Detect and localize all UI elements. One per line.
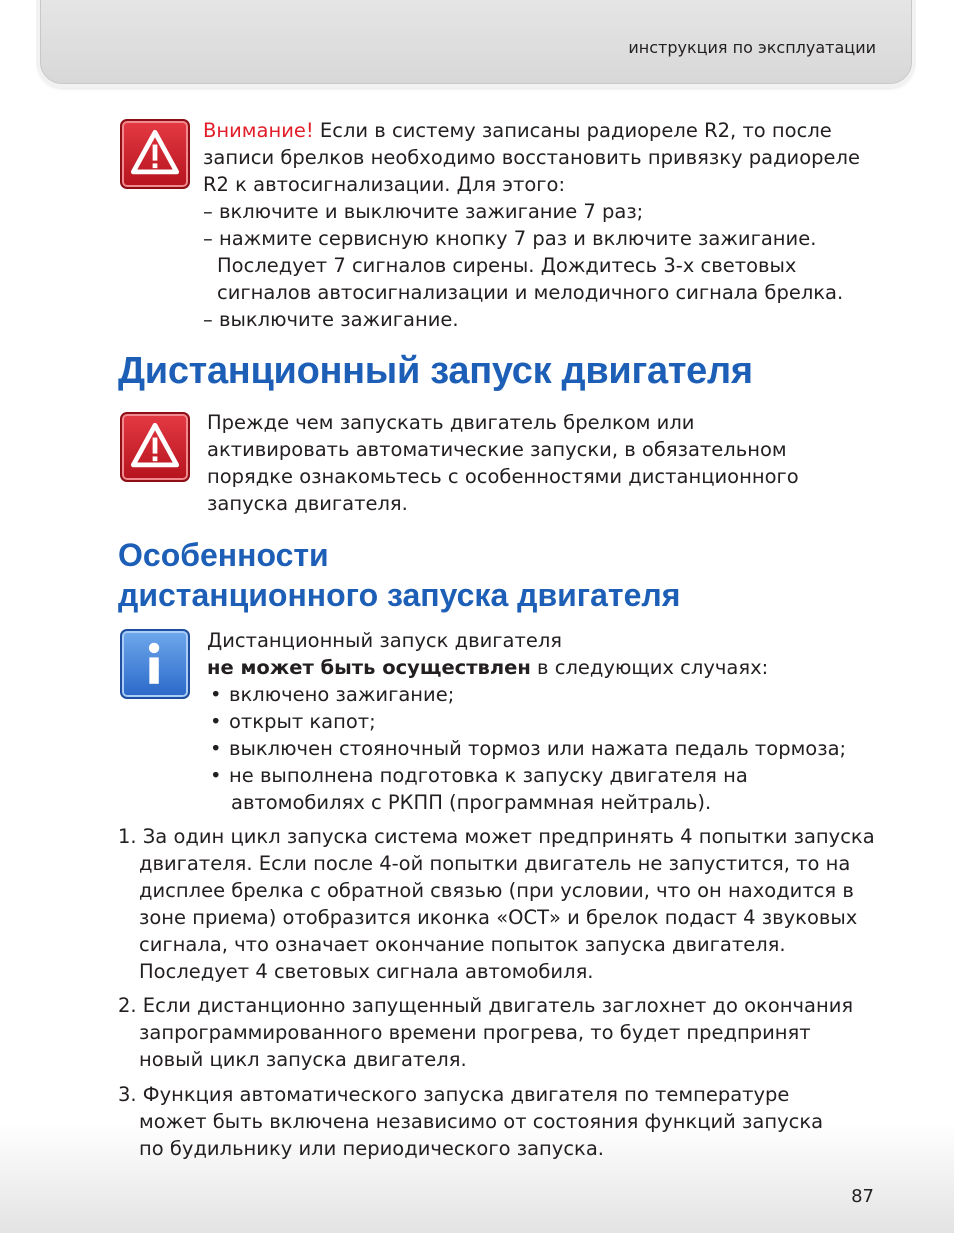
numbered-item-first-line: 2. Если дистанционно запущенный двигатель заглохнет до окончания bbox=[118, 994, 854, 1017]
warning-line: Если в систему записаны радиореле R2, то после bbox=[313, 119, 832, 142]
numbered-item-line: запрограммированного времени прогрева, то будет предпринят bbox=[139, 1021, 811, 1044]
numbered-item-line: новый цикл запуска двигателя. bbox=[139, 1048, 467, 1071]
bullet-mark: • bbox=[210, 683, 222, 706]
list-item bbox=[207, 735, 846, 762]
list-item-cont: автомобилях с РКПП (программная нейтраль). bbox=[231, 791, 712, 814]
bullet-mark: • bbox=[210, 710, 222, 733]
numbered-item-1 bbox=[118, 823, 875, 985]
info-intro: Дистанционный запуск двигателя bbox=[207, 629, 563, 652]
page-number: 87 bbox=[851, 1186, 874, 1207]
warning-step-cont: Последует 7 сигналов сирены. Дождитесь 3-х световых bbox=[217, 254, 797, 277]
subsection-title bbox=[118, 535, 680, 615]
list-item bbox=[207, 762, 846, 789]
numbered-item-line: может быть включена независимо от состояния функций запуска bbox=[139, 1110, 824, 1133]
warning-step: – выключите зажигание. bbox=[203, 308, 459, 331]
numbered-item-2 bbox=[118, 992, 853, 1073]
numbered-item-line: по будильнику или периодического запуска. bbox=[139, 1137, 604, 1160]
subsection-title-line: Особенности bbox=[118, 537, 329, 573]
warning-line: Прежде чем запускать двигатель брелком или bbox=[207, 411, 695, 434]
list-item-text: открыт капот; bbox=[229, 710, 376, 733]
warning-line: запуска двигателя. bbox=[207, 492, 408, 515]
warning-text-2 bbox=[207, 409, 799, 517]
info-bold: не может быть осуществлен bbox=[207, 656, 531, 679]
warning-icon bbox=[120, 412, 190, 482]
list-item-text: не выполнена подготовка к запуску двигателя на bbox=[229, 764, 748, 787]
warning-text-1 bbox=[203, 117, 860, 333]
info-intro-rest: в следующих случаях: bbox=[530, 656, 769, 679]
warning-icon bbox=[120, 119, 190, 189]
header-title: инструкция по эксплуатации bbox=[628, 38, 876, 57]
warning-line: R2 к автосигнализации. Для этого: bbox=[203, 173, 566, 196]
info-icon bbox=[120, 629, 190, 699]
numbered-item-3 bbox=[118, 1081, 823, 1162]
list-item bbox=[207, 708, 846, 735]
warning-line: активировать автоматические запуски, в обязательном bbox=[207, 438, 787, 461]
list-item-text: включено зажигание; bbox=[229, 683, 455, 706]
numbered-item-first-line: 3. Функция автоматического запуска двигателя по температуре bbox=[118, 1083, 790, 1106]
numbered-item-line: зоне приема) отобразится иконка «ОСТ» и брелок подаст 4 звуковых bbox=[139, 906, 858, 929]
numbered-item-line: Последует 4 световых сигнала автомобиля. bbox=[139, 960, 594, 983]
warning-line: порядке ознакомьтесь с особенностями дистанционного bbox=[207, 465, 799, 488]
bullet-mark: • bbox=[210, 737, 222, 760]
bullet-mark: • bbox=[210, 764, 222, 787]
section-title: Дистанционный запуск двигателя bbox=[118, 350, 753, 392]
numbered-item-first-line: 1. За один цикл запуска система может предпринять 4 попытки запуска bbox=[118, 825, 875, 848]
numbered-item-line: дисплее брелка с обратной связью (при условии, что он находится в bbox=[139, 879, 854, 902]
info-text bbox=[207, 627, 846, 816]
warning-step: – нажмите сервисную кнопку 7 раз и включите зажигание. bbox=[203, 227, 817, 250]
list-item-text: выключен стояночный тормоз или нажата педаль тормоза; bbox=[229, 737, 847, 760]
list-item bbox=[207, 681, 846, 708]
numbered-item-line: сигнала, что означает окончание попыток запуска двигателя. bbox=[139, 933, 786, 956]
warning-line: записи брелков необходимо восстановить привязку радиореле bbox=[203, 146, 860, 169]
numbered-item-line: двигателя. Если после 4-ой попытки двигатель не запустится, то на bbox=[139, 852, 851, 875]
subsection-title-line: дистанционного запуска двигателя bbox=[118, 577, 681, 613]
attention-label: Внимание! bbox=[203, 119, 314, 142]
warning-step: – включите и выключите зажигание 7 раз; bbox=[203, 200, 644, 223]
warning-step-cont: сигналов автосигнализации и мелодичного сигнала брелка. bbox=[217, 281, 844, 304]
